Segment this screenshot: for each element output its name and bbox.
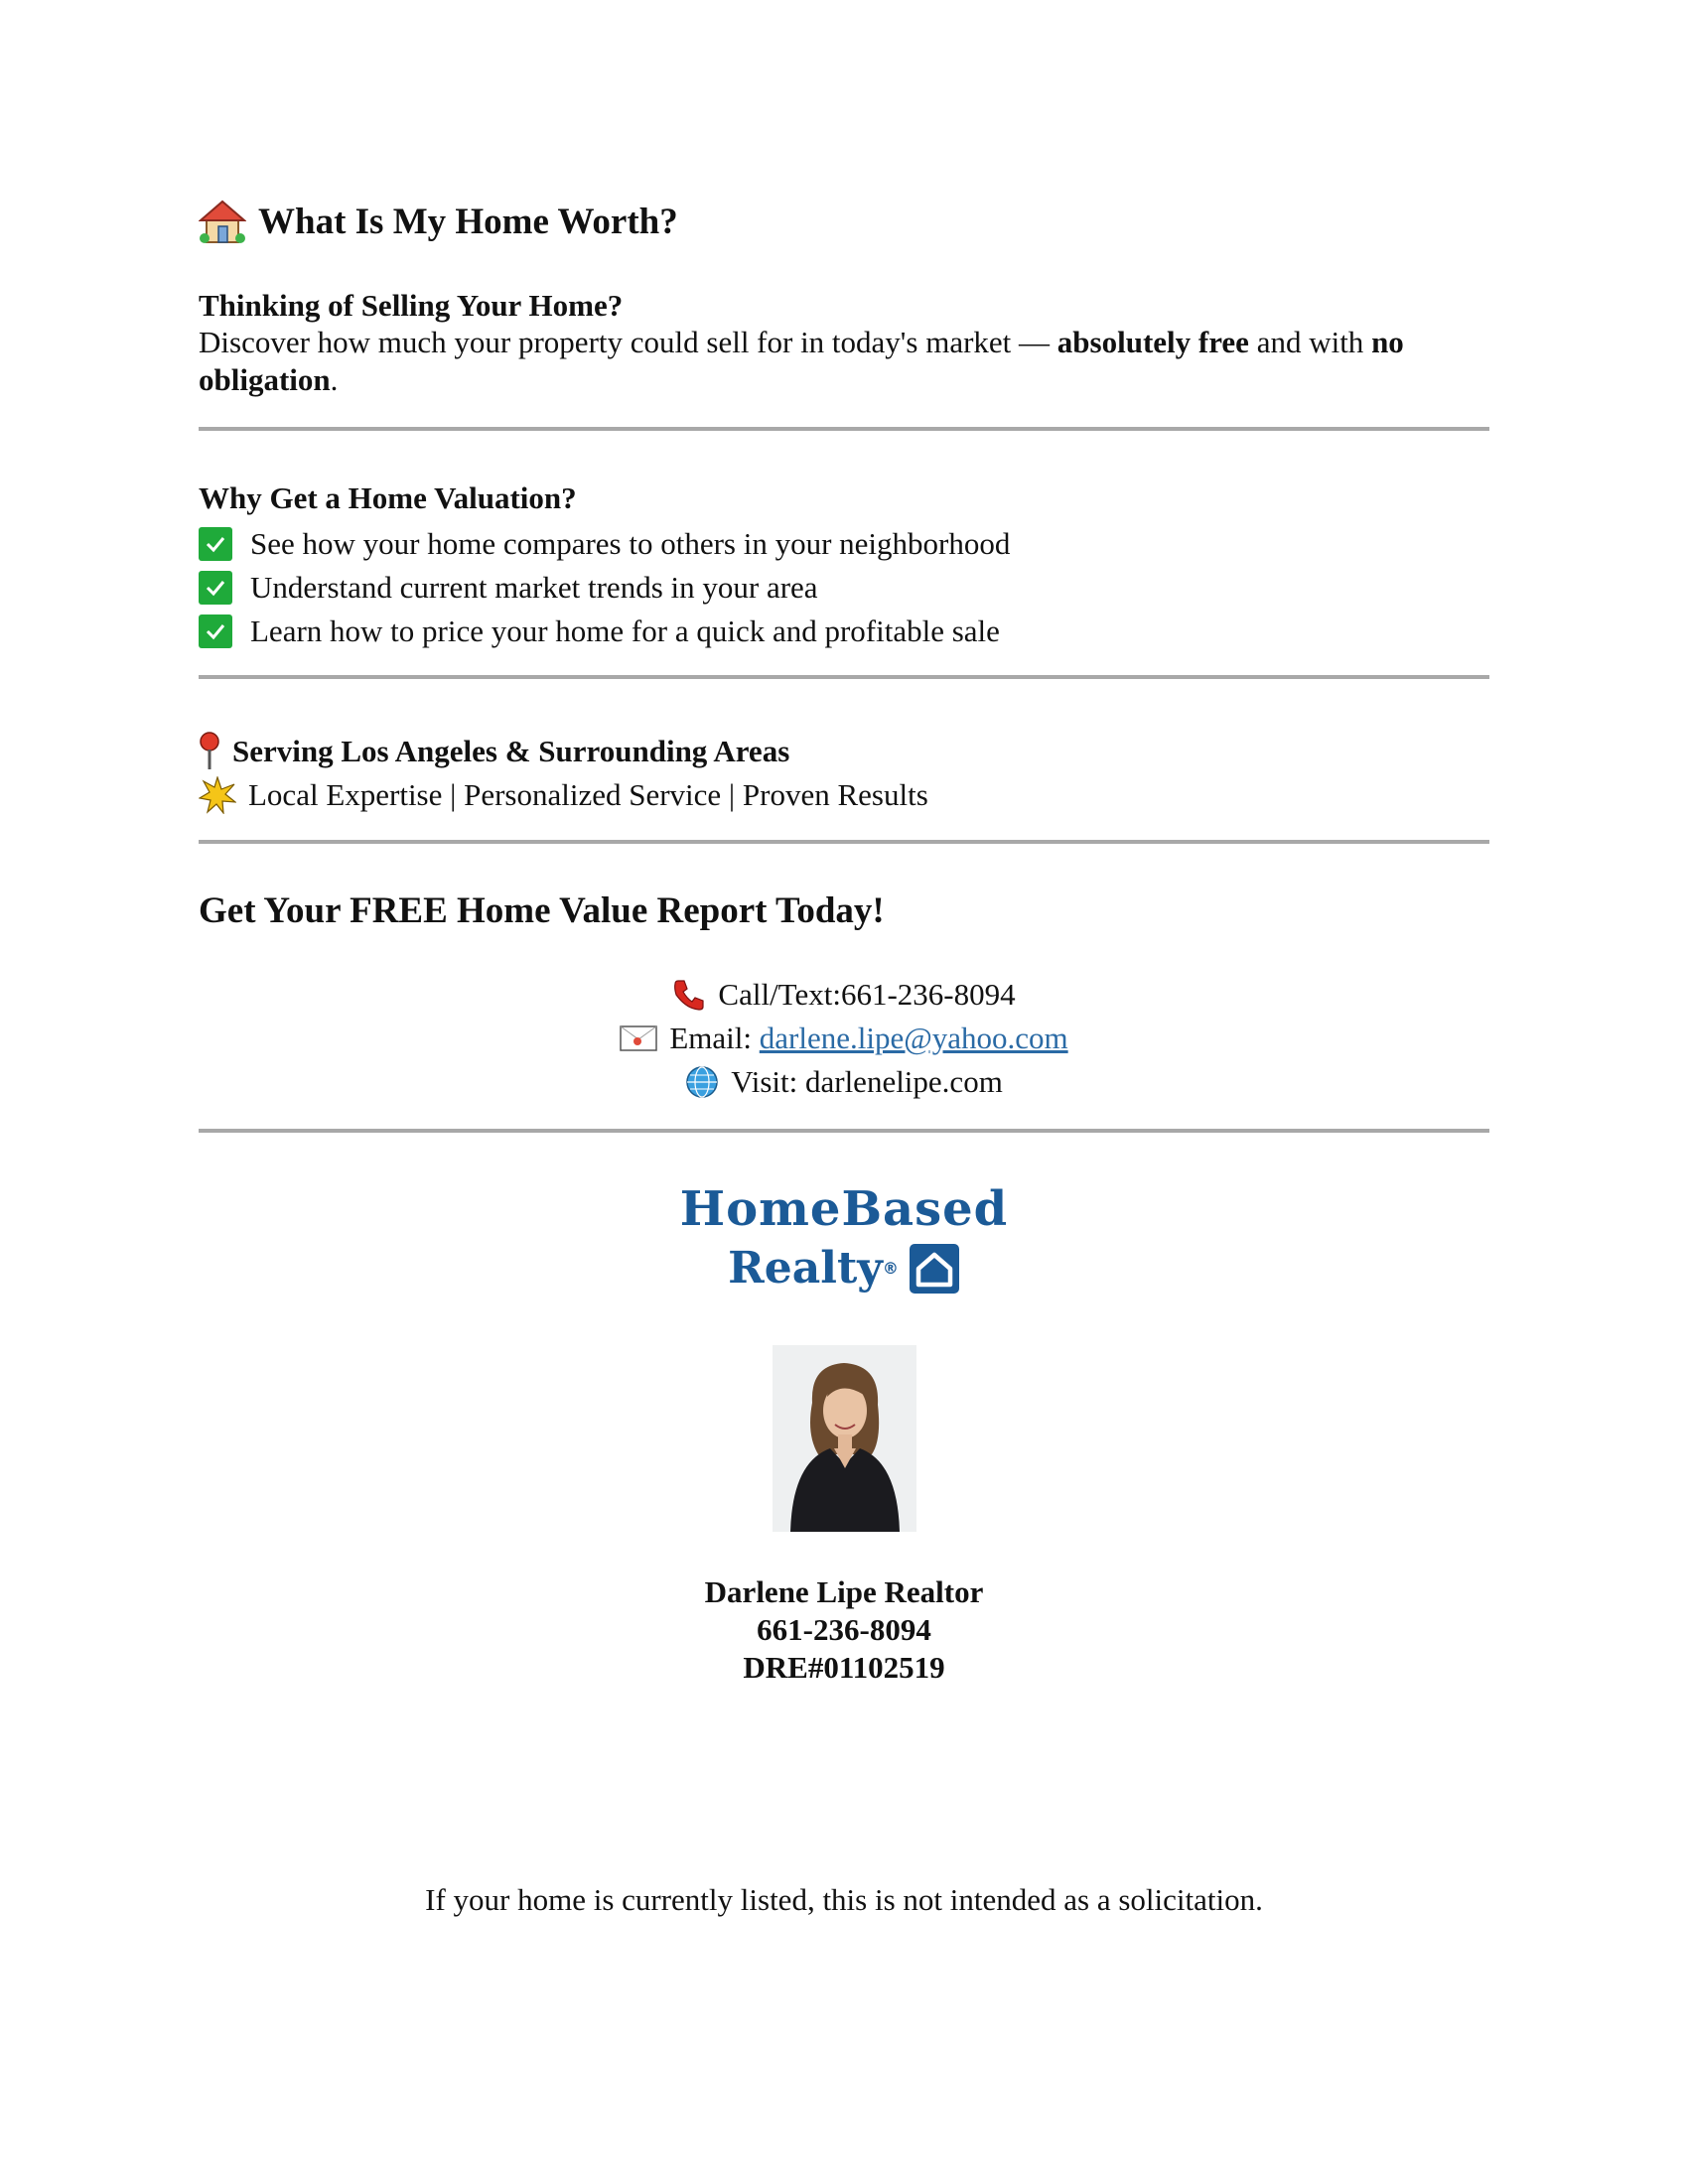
serving-title [199, 730, 1489, 773]
agent-phone: 661-236-8094 [757, 1612, 931, 1647]
intro-text [199, 324, 1489, 399]
list-item [199, 610, 1489, 653]
serving-title-text: Serving Los Angeles & Surrounding Areas [232, 734, 790, 768]
list-item [199, 522, 1489, 566]
checkmark-icon [199, 527, 232, 561]
agent-photo [773, 1345, 916, 1532]
visit-label: Visit: [731, 1064, 798, 1099]
list-item-text: Learn how to price your home for a quick and profitable sale [250, 614, 1000, 648]
intro-title: Thinking of Selling Your Home? [199, 288, 624, 323]
divider [199, 840, 1489, 844]
contact-phone-line [199, 973, 1489, 1017]
contact-phone[interactable]: 661-236-8094 [840, 977, 1016, 1012]
checkmark-icon [199, 614, 232, 648]
contact-website-line [199, 1060, 1489, 1104]
email-label: Email: [669, 1021, 752, 1055]
list-item [199, 566, 1489, 610]
divider [199, 1129, 1489, 1133]
logo-line2-text: Realty [728, 1243, 883, 1294]
agent-info [199, 1573, 1489, 1687]
serving-tagline [199, 773, 1489, 817]
serving-tagline-text: Local Expertise | Personalized Service | Proven Results [248, 777, 928, 812]
sparkle-icon [199, 776, 236, 814]
serving-section [199, 730, 1489, 817]
list-item-text: See how your home compares to others in your neighborhood [250, 526, 1011, 561]
intro-text-part2: and with [1248, 325, 1372, 359]
logo-registered-mark: ® [882, 1259, 899, 1278]
intro-text-part3: . [330, 362, 339, 397]
intro-bold-free: absolutely free [1056, 325, 1249, 359]
intro-text-part1: Discover how much your property could sell for in today's market — [199, 325, 1057, 359]
divider [199, 675, 1489, 679]
phone-icon [672, 978, 706, 1012]
call-label: Call/Text: [718, 977, 841, 1012]
contact-email-line [199, 1017, 1489, 1060]
map-pin-icon [199, 732, 220, 771]
contact-block [199, 973, 1489, 1104]
email-link[interactable]: darlene.lipe@yahoo.com [759, 1021, 1068, 1055]
disclaimer: If your home is currently listed, this is not intended as a solicitation. [425, 1882, 1263, 1917]
intro-section [199, 288, 1489, 399]
page-title-text: What Is My Home Worth? [258, 201, 678, 242]
house-icon [199, 199, 246, 244]
logo-line1: HomeBased [679, 1181, 1009, 1237]
why-title: Why Get a Home Valuation? [199, 480, 577, 515]
logo-house-icon [909, 1243, 960, 1295]
cta-heading: Get Your FREE Home Value Report Today! [199, 890, 885, 931]
intro-bold-no-obligation: no obligation [199, 325, 1404, 397]
divider [199, 427, 1489, 431]
agent-license: DRE#01102519 [743, 1650, 945, 1685]
agent-name: Darlene Lipe Realtor [704, 1574, 984, 1609]
why-section [199, 480, 1489, 653]
page-title [199, 199, 678, 244]
envelope-icon [620, 1025, 657, 1051]
globe-icon [685, 1065, 719, 1099]
checkmark-icon [199, 571, 232, 605]
logo-line2 [199, 1239, 1489, 1298]
website-text[interactable]: darlenelipe.com [804, 1064, 1003, 1099]
list-item-text: Understand current market trends in your area [250, 570, 818, 605]
brokerage-logo [199, 1179, 1489, 1298]
